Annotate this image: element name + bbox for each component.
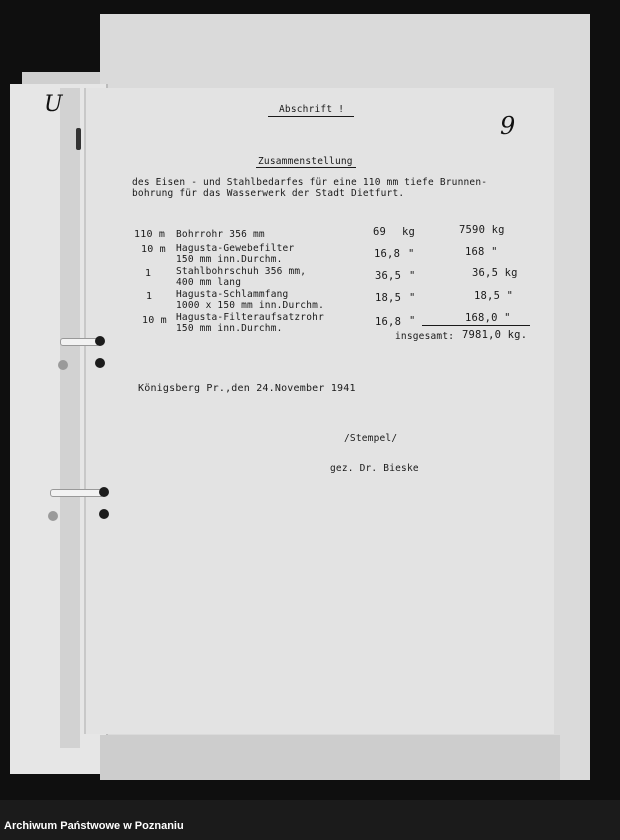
left-sheet-edge [60,88,80,748]
item-desc: Hagusta-Schlammfang [176,289,289,300]
item-total: 36,5 kg [472,267,518,279]
archive-label: Archiwum Państwowe w Poznaniu [4,820,184,832]
item-total: 7590 kg [459,224,505,236]
intro-line: bohrung für das Wasserwerk der Stadt Dietfurt. [132,188,405,199]
stamp-note: /Stempel/ [344,433,398,444]
sum-label: insgesamt: [395,331,455,342]
signature: gez. Dr. Bieske [330,463,419,474]
punch-hole [95,358,105,368]
item-unit: " [409,292,416,304]
page-number: 9 [500,112,516,140]
intro-line: des Eisen - und Stahlbedarfes für eine 110 mm tiefe Brunnen- [132,177,488,188]
item-qty: 10 m [141,244,166,255]
item-qty: 1 [146,291,153,302]
item-total: 168,0 " [465,312,511,324]
item-unit-weight: 18,5 [375,292,402,304]
item-desc: 400 mm lang [176,277,242,288]
item-unit-weight: 16,8 [374,248,401,260]
item-desc: 150 mm inn.Durchm. [176,323,283,334]
title-underline [268,116,354,117]
item-unit-weight: 16,8 [375,316,402,328]
item-qty: 110 m [134,229,166,240]
item-unit: " [408,248,415,260]
item-desc: 1000 x 150 mm inn.Durchm. [176,300,324,311]
sum-rule [422,325,530,326]
item-unit-weight: 69 [373,226,387,238]
item-desc: Bohrrohr 356 mm [176,229,265,240]
document-title: Abschrift ! [279,104,345,115]
punch-hole [48,511,58,521]
fastener-clip [50,489,104,497]
heading-underline [256,167,356,168]
section-heading: Zusammenstellung [258,156,353,167]
item-desc: Hagusta-Gewebefilter [176,243,295,254]
item-total: 168 " [465,246,498,258]
punch-hole [99,487,109,497]
item-total: 18,5 " [474,290,514,302]
item-desc: Hagusta-Filteraufsatzrohr [176,312,324,323]
margin-mark: U [44,92,63,117]
punch-hole [99,509,109,519]
place-date: Königsberg Pr.,den 24.November 1941 [138,383,356,394]
punch-hole [95,336,105,346]
item-unit: " [409,270,416,282]
item-unit: kg [402,226,416,238]
sum-value: 7981,0 kg. [462,329,528,341]
ink-mark [76,128,81,150]
item-qty: 1 [145,268,152,279]
fastener-clip [60,338,100,346]
item-unit-weight: 36,5 [375,270,402,282]
item-desc: 150 mm inn.Durchm. [176,254,283,265]
item-desc: Stahlbohrschuh 356 mm, [176,266,307,277]
bottom-sheet-strip [100,735,560,780]
item-qty: 10 m [142,315,167,326]
item-unit: " [409,315,416,327]
punch-hole [58,360,68,370]
